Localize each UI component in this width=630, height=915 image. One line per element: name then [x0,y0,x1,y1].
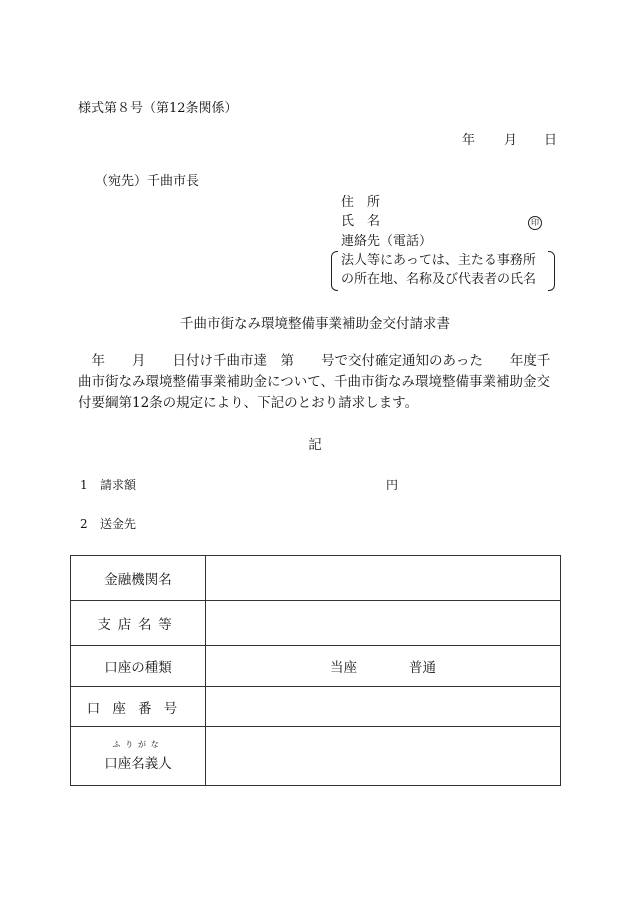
bank-name-label: 金融機関名 [71,556,206,601]
yen-unit: 円 [386,478,399,492]
account-type-label: 口座の種類 [71,646,206,687]
body-line-2: 曲市街なみ環境整備事業補助金について、千曲市街なみ環境整備事業補助金交 [78,374,550,390]
corporate-note-line1: 法人等にあっては、主たる事務所 [341,253,536,268]
date-year: 年 [462,133,476,148]
holder-field[interactable] [206,727,561,786]
account-type-row [71,646,561,687]
body-line-3: 付要綱第12条の規定により、下記のとおり請求します。 [78,395,419,411]
holder-row [71,727,561,786]
date-day: 日 [544,133,558,148]
corporate-note [331,251,555,291]
body-line-1: 年 月 日付け千曲市達 第 号で交付確定通知のあった 年度千 [78,353,551,369]
branch-field[interactable] [206,601,561,646]
holder-ruby: ふりがな [112,740,164,749]
addressee: （宛先）千曲市長 [95,174,200,189]
current-account-option[interactable]: 当座 [330,660,357,676]
account-number-field[interactable] [206,687,561,727]
bank-account-table [70,555,561,786]
branch-row [71,601,561,646]
item-1-number: 1 [80,478,88,492]
account-number-label: 口座番号 [71,687,206,727]
remittance-label: 送金先 [100,517,137,531]
holder-label: 口座名義人 [104,756,172,772]
item-2-number: 2 [80,517,88,531]
date-month: 月 [504,133,518,148]
left-bracket [331,251,338,291]
ordinary-account-option[interactable]: 普通 [409,660,436,676]
right-bracket [548,251,555,291]
account-number-row [71,687,561,727]
contact-label: 連絡先（電話） [341,234,433,249]
date-line [462,133,557,149]
bank-name-field[interactable] [206,556,561,601]
seal-mark [528,214,542,230]
claim-amount-label: 請求額 [100,478,137,492]
address-label: 住 所 [341,195,381,210]
ki-heading: 記 [308,437,322,453]
holder-cell [71,727,206,786]
name-label: 氏 名 [341,214,381,229]
corporate-note-line2: の所在地、名称及び代表者の氏名 [341,272,537,287]
bank-row [71,556,561,601]
account-type-options [206,646,561,687]
branch-label: 支店名等 [71,601,206,646]
form-number: 様式第８号（第12条関係） [78,101,238,116]
document-title: 千曲市街なみ環境整備事業補助金交付請求書 [180,316,450,332]
seal-icon: 印 [528,216,542,230]
